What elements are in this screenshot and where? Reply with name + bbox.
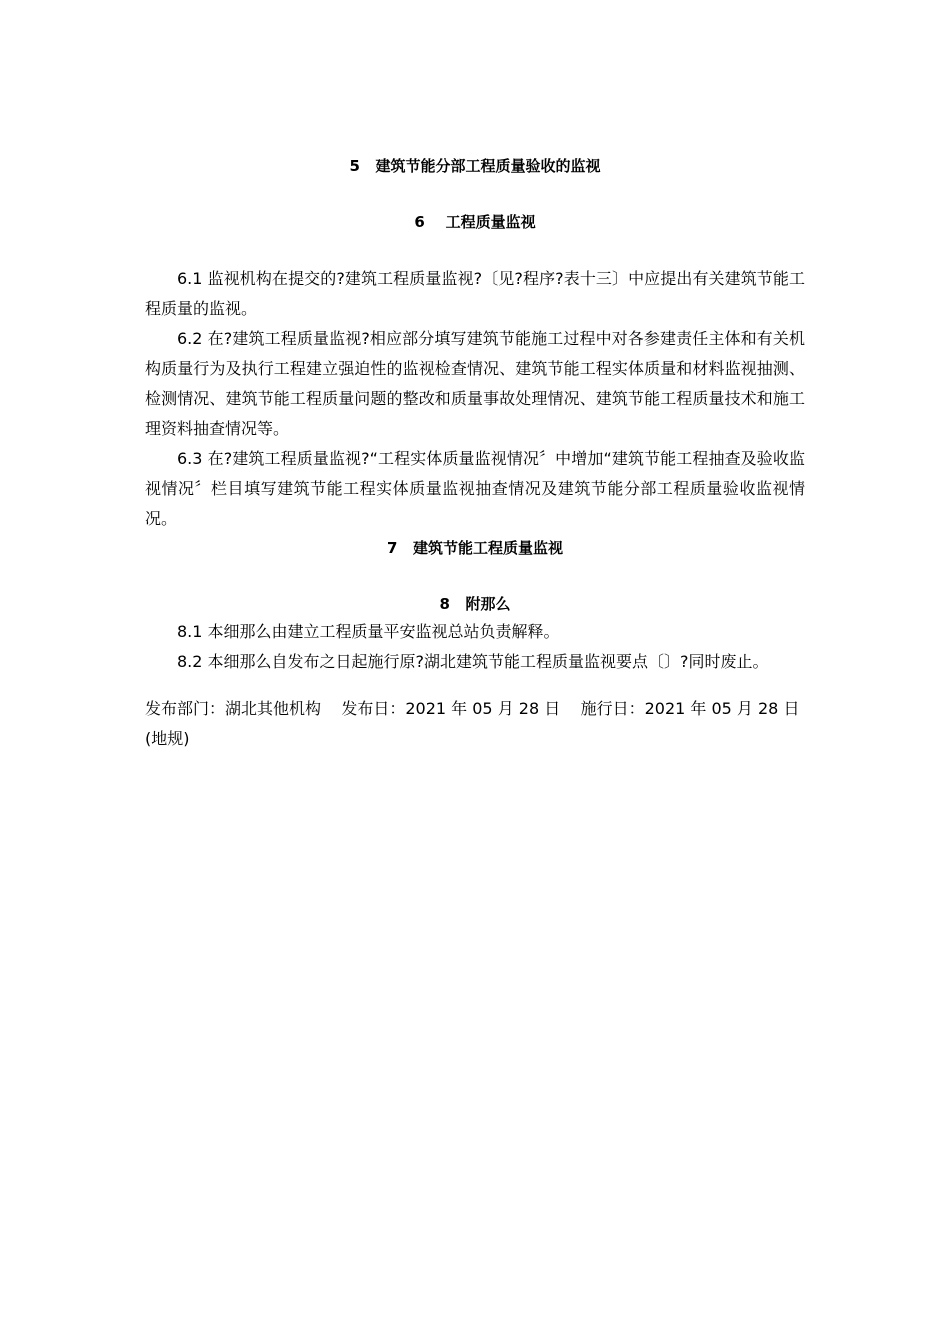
paragraph-8-2: 8.2 本细那么自发布之日起施行原?湖北建筑节能工程质量监视要点〔〕?同时废止。: [177, 652, 769, 671]
paragraph-6-3: 6.3 在?建筑工程质量监视?“工程实体质量监视情况〞中增加“建筑节能工程抽查及验收监视情况〞栏目填写建筑节能工程实体质量监视抽查情况及建筑节能分部工程质量验收监视情况。: [145, 449, 805, 528]
publish-date: 发布日：2021 年 05 月 28 日: [341, 699, 561, 718]
paragraph-8-1: 8.1 本细那么由建立工程质量平安监视总站负责解释。: [177, 622, 560, 641]
section-5-heading: 5 建筑节能分部工程质量验收的监视: [349, 157, 601, 175]
publisher: 发布部门：湖北其他机构: [145, 699, 322, 718]
section-7-heading: 7 建筑节能工程质量监视: [386, 539, 564, 557]
paragraph-6-1: 6.1 监视机构在提交的?建筑工程质量监视?〔见?程序?表十三〕中应提出有关建筑节能工程质量的监视。: [145, 269, 805, 318]
publication-info: [145, 694, 805, 754]
category-label: (地规): [145, 729, 190, 748]
effective-date: 施行日：2021 年 05 月 28 日: [580, 699, 800, 718]
section-6-heading: 6 工程质量监视: [414, 213, 536, 231]
paragraph-6-2: 6.2 在?建筑工程质量监视?相应部分填写建筑节能施工过程中对各参建责任主体和有关机构质量行为及执行工程建立强迫性的监视检查情况、建筑节能工程实体质量和材料监视抽测、检测情况、建筑节能工程质量问题的整改和质量事故处理情况、建筑节能工程质量技术和施工理资料抽查情况等。: [145, 329, 805, 438]
section-8-heading: 8 附那么: [439, 595, 511, 613]
